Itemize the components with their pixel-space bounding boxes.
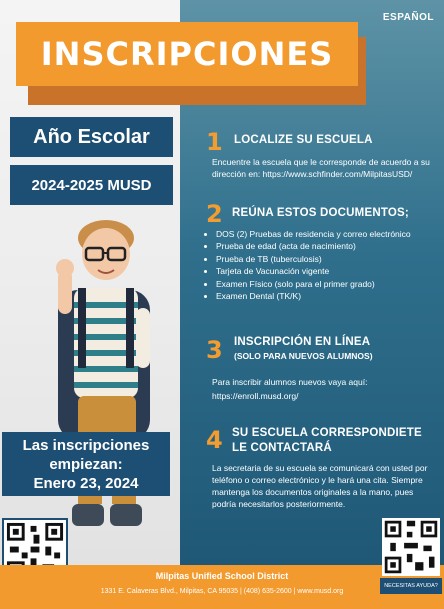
step-3-number: 3 [206, 336, 223, 364]
step-2-number: 2 [206, 200, 223, 228]
step-1-text[interactable]: Encuentre la escuela que le corresponde de acuerdo a su dirección en: https://www.schfinder.com/MilpitasUSD/ [212, 157, 430, 179]
document-item: • Examen Físico (solo para el primer grado) [216, 278, 444, 290]
school-year-value: 2024-2025 MUSD [10, 165, 173, 205]
registration-start-box [2, 432, 170, 496]
footer [0, 565, 444, 609]
district-address: 1331 E. Calaveras Blvd., Milpitas, CA 95035 | (408) 635-2600 | www.musd.org [100, 588, 344, 595]
step-4-text: La secretaria de su escuela se comunicará con usted por teléfono o correo electrónico y le hará una cita. Siempre mantenga los documentos originales a la mano, pues podría necesitarlos posteriormente. [212, 463, 428, 509]
step-4-title: SU ESCUELA CORRESPONDIETE [232, 427, 422, 439]
step-3-text: Para inscribir alumnos nuevos vaya aquí: [212, 377, 368, 387]
registration-start-line2: empiezan: [49, 455, 123, 473]
child-with-backpack-illustration [44, 212, 164, 552]
step-3-title: INSCRIPCIÓN EN LÍNEA [234, 336, 371, 348]
language-label[interactable]: ESPAÑOL [382, 12, 434, 23]
step-1-number: 1 [206, 128, 223, 156]
page-title: INSCRIPCIONES [40, 35, 334, 73]
enroll-link[interactable]: https://enroll.musd.org/ [212, 391, 299, 401]
step-4-number: 4 [206, 426, 223, 454]
document-item: • Prueba de edad (acta de nacimiento) [216, 240, 444, 252]
document-item: • Examen Dental (TK/K) [216, 290, 444, 302]
step-4-title-line2: LE CONTACTARÁ [232, 442, 332, 454]
help-label: NECESITAS AYUDA? [380, 578, 442, 594]
step-3-subtitle: (SOLO PARA NUEVOS ALUMNOS) [234, 351, 373, 361]
title-banner [16, 22, 358, 86]
qr-code-help[interactable] [382, 518, 440, 576]
document-item: • DOS (2) Pruebas de residencia y correo electrónico [216, 228, 444, 240]
step-1-title: LOCALIZE SU ESCUELA [234, 134, 373, 146]
registration-start-date: Enero 23, 2024 [33, 474, 139, 492]
step-2-title: REÚNA ESTOS DOCUMENTOS; [232, 207, 409, 219]
document-item: • Prueba de TB (tuberculosis) [216, 253, 444, 265]
school-year-label: Año Escolar [10, 117, 173, 157]
documents-list [204, 228, 444, 302]
district-name: Milpitas Unified School District [155, 571, 289, 581]
registration-start-line1: Las inscripciones [22, 436, 150, 454]
document-item: • Tarjeta de Vacunación vigente [216, 265, 444, 277]
